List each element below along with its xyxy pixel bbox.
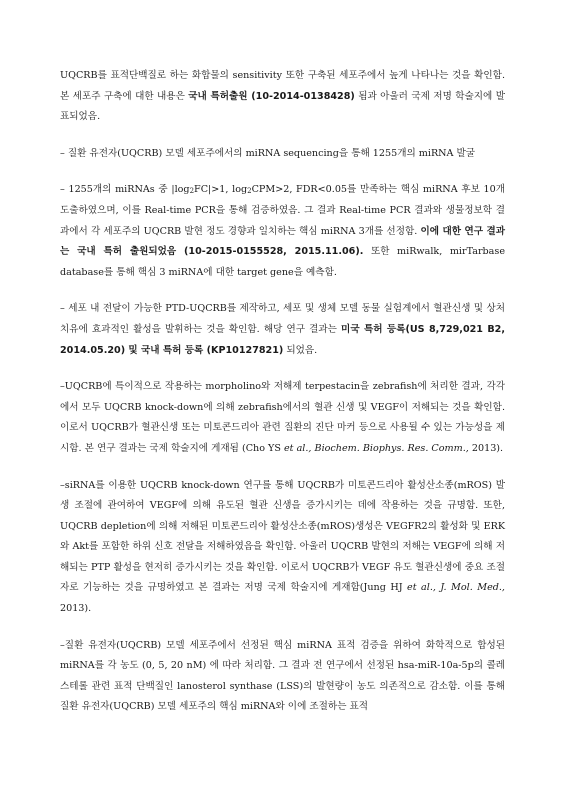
text-segment: –UQCRB에 특이적으로 작용하는 morpholino와 저해제 terpestacin을 zebrafish에 처리한 결과, 각각에서 모두 UQCRB knock-down에 의해 zebrafish에서의 혈관 신생 및 VEGF이 저해되는 것을 확인함. 이로서 UQCRB가 혈관신생 또는 미토콘드리아 관련 질환의 진단 마커 등으로 사용될 수 있는 가능성을 제시함. 본 연구 결과는 국제 학술지에 게재됨 (Cho YS	[60, 381, 505, 454]
bold-text: 이에 대한 연구 결과는 국내 특허 출원되었음 (10-2015-0155528, 2015.11.06).	[60, 225, 505, 258]
paragraph-core-mirna-selection	[60, 180, 505, 283]
subscript: 2	[189, 187, 195, 196]
italic-citation: et al., Biochem. Biophys. Res. Comm.,	[284, 442, 469, 454]
text-segment: 됨과 아울러 국제 저명 학술지에 발표되었음.	[60, 90, 505, 123]
text-segment: CPM>2, FDR<0.05를 만족하는 핵심 miRNA 후보 10개 도출하였으며, 이를 Real-time PCR을 통해 검증하였음. 그 결과 Real-time PCR 결과와 생물정보학 결과에서 각 세포주의 UQCRB 발현 정도 경향과 일치하는 핵심 miRNA 3개를 선정함.	[60, 184, 505, 237]
paragraph-ptd-uqcrb	[60, 299, 505, 361]
bold-text: 미국 특허 등록(US 8,729,021 B2, 2014.05.20) 및 국내 특허 등록 (KP10127821)	[60, 323, 506, 356]
paragraph-mirna-target-validation	[60, 636, 505, 718]
text-segment: 되었음.	[283, 344, 318, 356]
text-segment: 2013).	[60, 603, 92, 615]
text-segment: FC|>1, log	[194, 184, 248, 196]
text-segment: – 질환 유전자(UQCRB) 모델 세포주에서의 miRNA sequencing을 통해 1255개의 miRNA 발굴	[60, 147, 476, 159]
paragraph-sirna-knockdown	[60, 476, 505, 620]
text-segment: UQCRB를 표적단백질로 하는 화합물의 sensitivity 또한 구축된 세포주에서 높게 나타나는 것을 확인함. 본 세포주 구축에 대한 내용은	[60, 70, 505, 102]
subscript: 2	[247, 187, 252, 196]
text-segment: –siRNA를 이용한 UQCRB knock-down 연구를 통해 UQCRB가 미토콘드리아 활성산소종(mROS) 발생 조절에 관여하여 VEGF에 의해 유도된 혈관 신생을 증가시키는 데에 작용하는 것을 규명함. 또한, UQCRB depletion에 의해 저해된 미토콘드리아 활성산소종(mROS)생성은 VEGFR2의 활성화 및 ERK와 Akt를 포함한 하위 신호 전달을 저해하였음을 확인함. 아울러 UQCRB 발현의 저해는 VEGF에 의해 저해되는 PTP 활성을 현저히 증가시키는 것을 확인함. 이로서 UQCRB가 VEGF 유도 혈관신생에 중요 조절자로 기능하는 것을 규명하였고 본 결과는 저명 국제 학술지에 게재함(Jung HJ	[60, 479, 505, 594]
bold-text: 국내 특허출원 (10-2014-0138428)	[188, 90, 355, 102]
text-segment: 2013).	[468, 442, 504, 454]
paragraph-mirna-sequencing	[60, 144, 505, 165]
text-segment: –질환 유전자(UQCRB) 모델 세포주에서 선정된 핵심 miRNA 표적 검증을 위하여 화학적으로 합성된 miRNA를 각 농도 (0, 5, 20 nM) 에 따라 처리함. 그 결과 전 연구에서 선정된 hsa-miR-10a-5p의 콜레스테롤 관련 표적 단백질인 lanosterol synthase (LSS)의 발현량이 농도 의존적으로 감소함. 이를 통해 질환 유전자(UQCRB) 모델 세포주의 핵심 miRNA와 이에 조절하는 표적	[60, 639, 505, 713]
text-segment: – 세포 내 전달이 가능한 PTD-UQCRB를 제작하고, 세포 및 생체 모델 동물 실험계에서 혈관신생 및 상처치유에 효과적인 활성을 발휘하는 것을 확인함. 해당 연구 결과는	[60, 303, 505, 335]
italic-citation: et al., J. Mol. Med.,	[407, 582, 505, 594]
text-segment: – 1255개의 miRNAs 중 |log	[60, 184, 190, 196]
paragraph-zebrafish	[60, 377, 505, 459]
text-segment: 또한 miRwalk, mirTarbase database를 통해 핵심 3 miRNA에 대한 target gene을 예측함.	[60, 246, 506, 278]
paragraph-patent-application	[60, 66, 505, 128]
